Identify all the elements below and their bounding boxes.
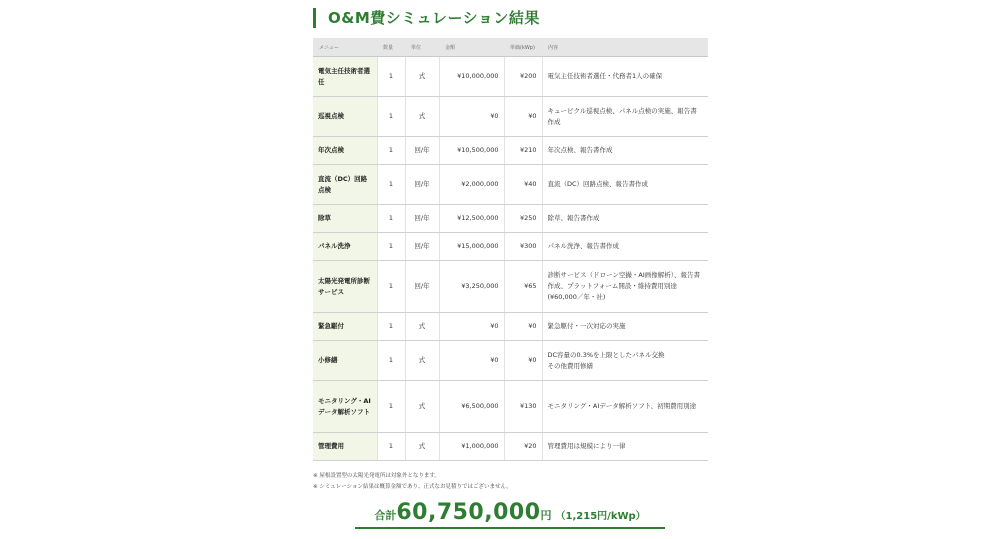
menu-cell: 年次点検 [313,137,377,165]
table-row [313,165,708,205]
unit-cell: 回/年 [405,205,439,233]
qty-cell: 1 [377,233,405,261]
column-header-content: 内容 [542,38,708,57]
unit-cell: 式 [405,97,439,137]
per-kwp-cell: ¥40 [504,165,542,205]
content-cell: 緊急駆付・一次対応の実施 [542,313,708,341]
table-row [313,137,708,165]
amount-cell: ¥15,000,000 [439,233,504,261]
unit-cell: 回/年 [405,137,439,165]
table-row [313,233,708,261]
menu-cell: 管理費用 [313,433,377,461]
total-per-kwp: （1,215円/kWp） [555,511,646,522]
content-cell: 除草、報告書作成 [542,205,708,233]
unit-cell: 式 [405,433,439,461]
qty-cell: 1 [377,205,405,233]
menu-cell: 太陽光発電所診断サービス [313,261,377,313]
per-kwp-cell: ¥0 [504,341,542,381]
amount-cell: ¥6,500,000 [439,381,504,433]
page-title: O&M費シミュレーション結果 [328,9,540,27]
unit-cell: 回/年 [405,261,439,313]
menu-cell: パネル洗浄 [313,233,377,261]
menu-cell: 緊急駆付 [313,313,377,341]
unit-cell: 式 [405,57,439,97]
table-row [313,57,708,97]
total-summary [355,500,665,529]
qty-cell: 1 [377,165,405,205]
menu-cell: 小修繕 [313,341,377,381]
amount-cell: ¥0 [439,97,504,137]
menu-cell: モニタリング・AIデータ解析ソフト [313,381,377,433]
content-cell: 年次点検、報告書作成 [542,137,708,165]
qty-cell: 1 [377,261,405,313]
per-kwp-cell: ¥200 [504,57,542,97]
note-line: ※ 屋根設置型の太陽光発電所は対象外となります。 [313,473,440,479]
per-kwp-cell: ¥0 [504,97,542,137]
page-title-wrapper [313,8,540,28]
unit-cell: 式 [405,381,439,433]
table-row [313,381,708,433]
column-header-menu: メニュー [313,38,377,57]
qty-cell: 1 [377,433,405,461]
amount-cell: ¥0 [439,341,504,381]
content-cell: 電気主任技術者選任・代務者1人の確保 [542,57,708,97]
amount-cell: ¥2,000,000 [439,165,504,205]
per-kwp-cell: ¥250 [504,205,542,233]
total-value: 60,750,000 [396,500,541,525]
content-cell: パネル洗浄、報告書作成 [542,233,708,261]
total-unit: 円 [540,509,552,522]
per-kwp-cell: ¥0 [504,313,542,341]
table-row [313,261,708,313]
unit-cell: 式 [405,313,439,341]
per-kwp-cell: ¥65 [504,261,542,313]
amount-cell: ¥10,000,000 [439,57,504,97]
amount-cell: ¥1,000,000 [439,433,504,461]
per-kwp-cell: ¥130 [504,381,542,433]
table-row [313,341,708,381]
content-cell: キュービクル巡視点検、パネル点検の実施、報告書作成 [542,97,708,137]
qty-cell: 1 [377,341,405,381]
content-cell: 管理費用は規模により一律 [542,433,708,461]
content-cell: 直流（DC）回路点検、報告書作成 [542,165,708,205]
table-row [313,205,708,233]
qty-cell: 1 [377,381,405,433]
table-row [313,313,708,341]
menu-cell: 電気主任技術者選任 [313,57,377,97]
qty-cell: 1 [377,313,405,341]
per-kwp-cell: ¥210 [504,137,542,165]
column-header-qty: 数量 [377,38,405,57]
column-header-amount: 金額 [439,38,504,57]
table-row [313,97,708,137]
unit-cell: 式 [405,341,439,381]
column-header-unit: 単位 [405,38,439,57]
content-cell: 診断サービス（ドローン空撮・AI画像解析）、報告書作成、プラットフォーム開設・維持費用別途(¥60,000／年・社) [542,261,708,313]
table-header-row [313,38,708,57]
total-label: 合計 [374,509,397,522]
amount-cell: ¥12,500,000 [439,205,504,233]
qty-cell: 1 [377,57,405,97]
amount-cell: ¥10,500,000 [439,137,504,165]
note-line: ※ シミュレーション結果は概算金額であり、正式なお見積りではございません。 [313,484,512,490]
qty-cell: 1 [377,97,405,137]
menu-cell: 直流（DC）回路点検 [313,165,377,205]
unit-cell: 回/年 [405,165,439,205]
amount-cell: ¥3,250,000 [439,261,504,313]
table-row [313,433,708,461]
unit-cell: 回/年 [405,233,439,261]
notes [313,471,512,493]
per-kwp-cell: ¥20 [504,433,542,461]
amount-cell: ¥0 [439,313,504,341]
content-cell: DC容量の0.3%を上限としたパネル交換 その他費用修繕 [542,341,708,381]
content-cell: モニタリング・AIデータ解析ソフト、初期費用別途 [542,381,708,433]
menu-cell: 除草 [313,205,377,233]
column-header-per-kwp: 単価(kWp) [504,38,542,57]
qty-cell: 1 [377,137,405,165]
per-kwp-cell: ¥300 [504,233,542,261]
simulation-table [313,38,708,461]
menu-cell: 巡視点検 [313,97,377,137]
